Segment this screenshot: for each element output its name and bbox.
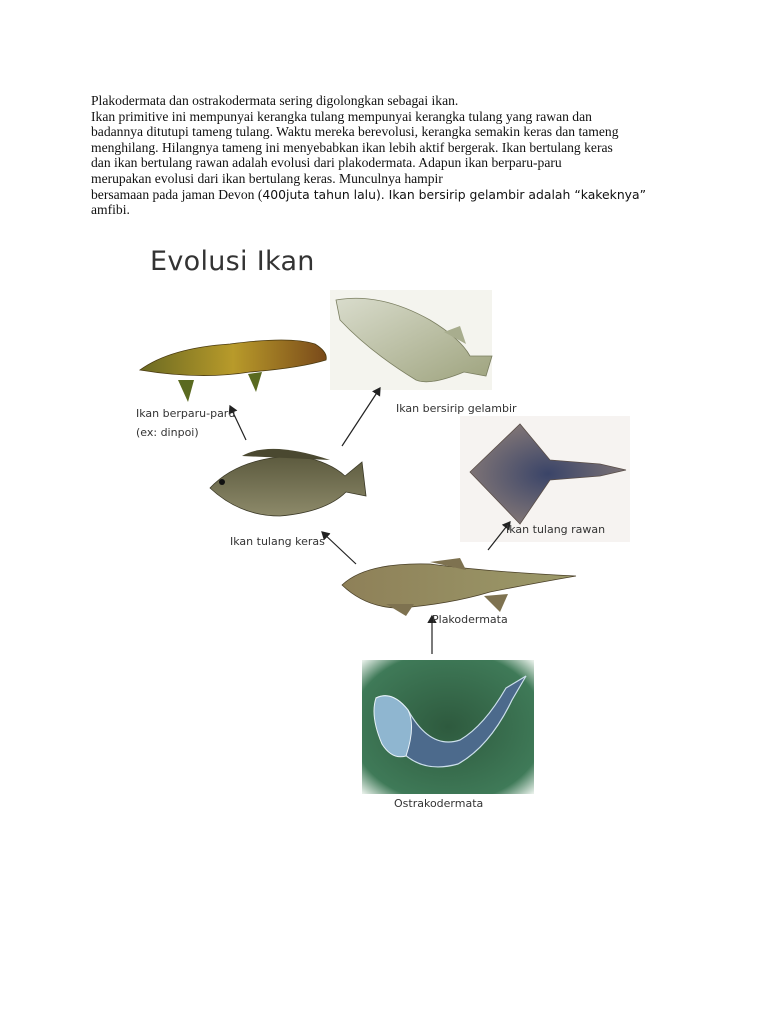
label-lungfish: Ikan berparu-paru [136,407,236,420]
text-segment: 400juta tahun lalu). Ikan bersirip gelambir adalah “kakeknya” [262,186,647,202]
label-cartilage-fish: Ikan tulang rawan [506,523,606,536]
label-lungfish-example: (ex: dinpoi) [136,426,199,439]
evolution-figure [130,240,650,820]
ostracoderm-image [362,660,534,794]
text-line: Plakodermata dan ostrakodermata sering digolongkan sebagai ikan. [91,93,459,108]
bony-fish-image [210,449,366,516]
lobefin-image [330,290,492,390]
text-line: merupakan evolusi dari ikan bertulang keras. Munculnya hampir [91,170,443,186]
text-line: menghilang. Hilangnya tameng ini menyebabkan ikan lebih aktif bergerak. Ikan bertulang keras [91,139,613,155]
text-line: amfibi. [91,202,130,218]
lungfish-image [140,340,326,402]
body-paragraph [91,93,691,218]
label-placoderm: Plakodermata [432,613,508,626]
figure-title: Evolusi Ikan [150,246,315,277]
text-line: Ikan primitive ini mempunyai kerangka tulang mempunyai kerangka tulang yang rawan dan [91,108,592,124]
label-bony-fish: Ikan tulang keras [230,535,325,548]
text-segment: bersamaan pada jaman Devon ( [91,186,263,202]
label-ostracoderm: Ostrakodermata [394,797,484,810]
label-lobefin: Ikan bersirip gelambir [396,402,517,415]
text-line: badannya ditutupi tameng tulang. Waktu mereka berevolusi, kerangka semakin keras dan tameng [91,124,619,140]
text-line: dan ikan bertulang rawan adalah evolusi dari plakodermata. Adapun ikan berparu-paru [91,155,562,171]
text-line [91,187,691,203]
placoderm-image [342,558,576,616]
